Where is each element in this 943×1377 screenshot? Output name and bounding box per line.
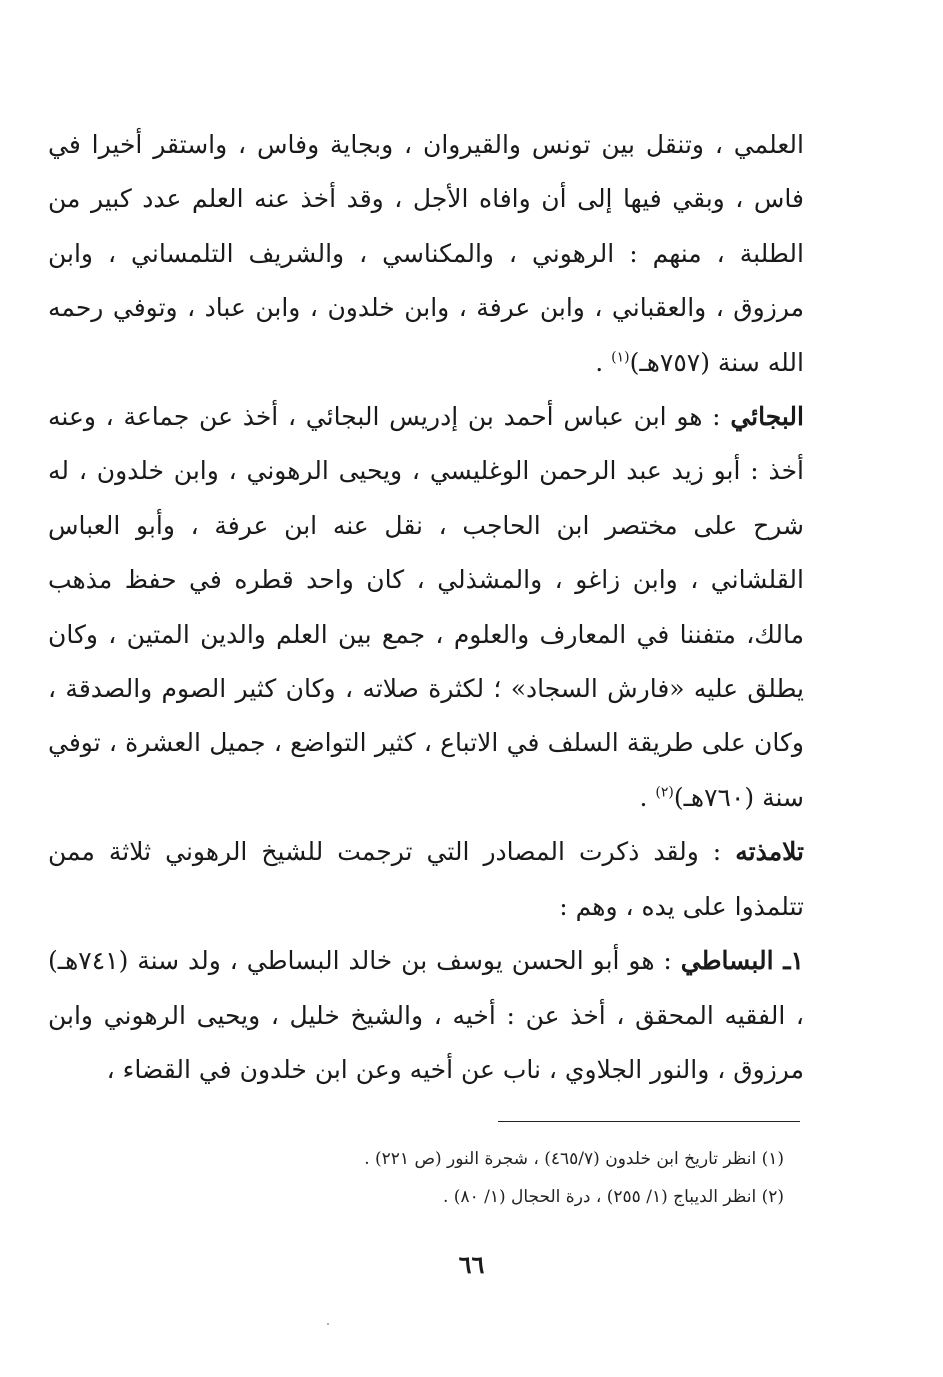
paragraph-bijai: البجائي : هو ابن عباس أحمد بن إدريس البجائي ، أخذ عن جماعة ، وعنه أخذ : أبو زيد عبد الرحمن الوغليسي ، ويحيى الرهوني ، وابن خلدون ، له شرح على مختصر ابن الحاجب ، نقل عنه ابن عرفة ، وأبو العباس القلشاني ، وابن زاغو ، والمشذلي ، كان واحد قطره في حفظ مذهب مالك، متفننا في المعارف والعلوم ، جمع بين العلم والدين المتين ، وكان يطلق عليه «فارش السجاد» ؛ لكثرة صلاته ، وكان كثير الصوم والصدقة ، وكان على طريقة السلف في الاتباع ، كثير التواضع ، جميل العشرة ، توفي سنة (٧٦٠هـ)$^{(٢)}$ . — [48, 402, 804, 812]
footnote-1: (١) انظر تاريخ ابن خلدون (٤٦٥/٧) ، شجرة النور (ص ٢٢١) . — [364, 1149, 784, 1169]
paragraph-basati: ١ـ البساطي : هو أبو الحسن يوسف بن خالد البساطي ، ولد سنة (٧٤١هـ) ، الفقيه المحقق ، أخذ عن : أخيه ، والشيخ خليل ، ويحيى الرهوني وابن مرزوق ، والنور الجلاوي ، ناب عن أخيه وعن ابن خلدون في القضاء ، — [48, 946, 804, 1084]
page-number: ٦٦ — [458, 1250, 485, 1279]
paragraph-body: هو أبو الحسن يوسف بن خالد البساطي ، ولد سنة (٧٤١هـ) ، الفقيه المحقق ، أخذ عن : أخيه ، والشيخ خليل ، ويحيى الرهوني وابن مرزوق ، والنور الجلاوي ، ناب عن أخيه وعن ابن خلدون في القضاء ، — [48, 946, 804, 1084]
paragraph-term: البجائي — [730, 402, 804, 432]
main-text — [48, 118, 804, 1097]
footnote-ref-2: (٢) — [655, 784, 674, 801]
footnote-2: (٢) انظر الديباج (١/ ٢٥٥) ، درة الحجال (١/ ٨٠) . — [442, 1187, 784, 1207]
paragraph-students: تلامذته : ولقد ذكرت المصادر التي ترجمت للشيخ الرهوني ثلاثة ممن تتلمذوا على يده ، وهم : — [48, 837, 804, 921]
paragraph-body: هو ابن عباس أحمد بن إدريس البجائي ، أخذ عن جماعة ، وعنه أخذ : أبو زيد عبد الرحمن الوغليسي ، ويحيى الرهوني ، وابن خلدون ، له شرح على مختصر ابن الحاجب ، نقل عنه ابن عرفة ، وأبو العباس القلشاني ، وابن زاغو ، والمشذلي ، كان واحد قطره في حفظ مذهب مالك، متفننا في المعارف والعلوم ، جمع بين العلم والدين المتين ، وكان يطلق عليه «فارش السجاد» ؛ لكثرة صلاته ، وكان كثير الصوم والصدقة ، وكان على طريقة السلف في الاتباع ، كثير التواضع ، جميل العشرة ، توفي سنة (٧٦٠هـ) — [48, 402, 804, 812]
paragraph-term: ١ـ البساطي — [680, 946, 804, 976]
paragraph-body: العلمي ، وتنقل بين تونس والقيروان ، وبجاية وفاس ، واستقر أخيرا في فاس ، وبقي فيها إلى أن وافاه الأجل ، وقد أخذ عنه العلم عدد كبير من الطلبة ، منهم : الرهوني ، والمكناسي ، والشريف التلمساني ، وابن مرزوق ، والعقباني ، وابن عرفة ، وابن خلدون ، وابن عباد ، وتوفي رحمه الله سنة (٧٥٧هـ) — [48, 130, 804, 377]
paragraph-body: ولقد ذكرت المصادر التي ترجمت للشيخ الرهوني ثلاثة ممن تتلمذوا على يده ، وهم : — [48, 837, 804, 921]
paragraph-rahuni-continuation: العلمي ، وتنقل بين تونس والقيروان ، وبجاية وفاس ، واستقر أخيرا في فاس ، وبقي فيها إلى أن وافاه الأجل ، وقد أخذ عنه العلم عدد كبير من الطلبة ، منهم : الرهوني ، والمكناسي ، والشريف التلمساني ، وابن مرزوق ، والعقباني ، وابن عرفة ، وابن خلدون ، وابن عباد ، وتوفي رحمه الله سنة (٧٥٧هـ)$^{(١)}$ . — [48, 130, 804, 377]
paragraph-term: تلامذته — [735, 837, 804, 867]
scan-speck — [327, 1323, 329, 1325]
footnote-ref-1: (١) — [611, 349, 630, 366]
footnotes — [300, 1140, 784, 1216]
footnote-divider — [498, 1121, 800, 1122]
